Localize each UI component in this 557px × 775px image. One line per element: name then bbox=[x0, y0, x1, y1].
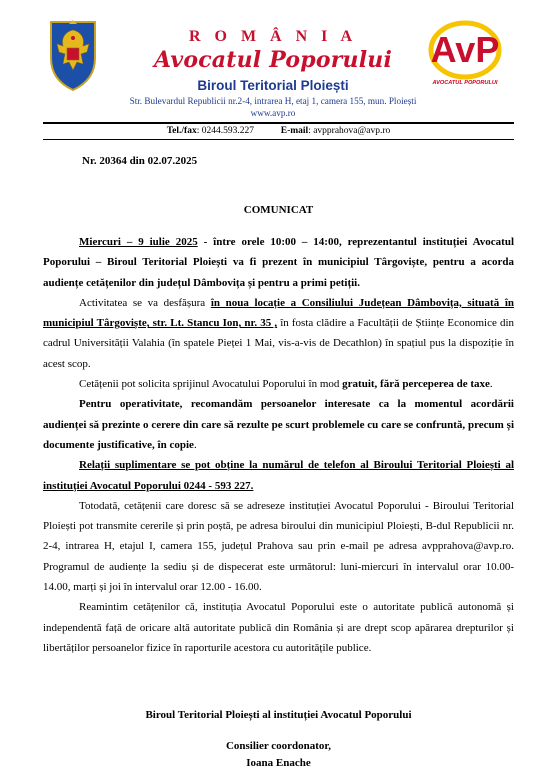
paragraph-4-end: . bbox=[193, 438, 197, 451]
avp-logo bbox=[428, 20, 502, 92]
website-link[interactable]: www.avp.ro bbox=[250, 108, 296, 118]
paragraph-3-start: Cetățenii pot solicita sprijinul Avocatului Poporului în mod bbox=[79, 378, 343, 391]
office-address: Str. Bulevardul Republicii nr.2-4, intrarea H, etaj 1, camera 155, mun. Ploiești bbox=[129, 96, 417, 106]
paragraph-2 bbox=[43, 293, 514, 374]
email-label: E-mail bbox=[280, 126, 309, 136]
free-of-charge: gratuit, fără perceperea de taxe bbox=[342, 378, 490, 391]
paragraph-3 bbox=[43, 374, 514, 394]
document-title: COMUNICAT bbox=[243, 204, 314, 216]
tel-label: Tel./fax bbox=[166, 126, 197, 136]
paragraph-1-text: - între orele 10:00 – 14:00, reprezentantul instituției Avocatul Poporului – Biroul Teritorial Ploiești va fi prezent în municipiul Târgoviște, pentru a acorda audiențe cetățenilor din județul Dâmbovița și pentru a primi petiții. bbox=[43, 236, 514, 289]
paragraph-5 bbox=[43, 455, 514, 496]
header-rule-top bbox=[43, 122, 514, 124]
email-value[interactable]: : avpprahova@avp.ro bbox=[308, 126, 391, 136]
reference-number: Nr. 20364 din 02.07.2025 bbox=[82, 155, 198, 167]
paragraph-7: Reamintim cetățenilor că, instituția Avocatul Poporului este o autoritate publică autonomă și independentă față de oricare altă autoritate publică din România și are drept scop apărarea drepturilor și libertăților persoanelor fizice în raporturile acestora cu autoritățile publice. bbox=[43, 601, 514, 654]
institution-name: Avocatul Poporului bbox=[153, 47, 393, 73]
avp-logo-icon bbox=[428, 20, 502, 80]
paragraph-4 bbox=[43, 394, 514, 455]
signature-role: Consilier coordonator, bbox=[225, 740, 332, 752]
visit-date: Miercuri – 9 iulie 2025 bbox=[79, 236, 198, 248]
document-body bbox=[43, 232, 514, 658]
phone-info: Relații suplimentare se pot obține la numărul de telefon al Biroului Teritorial Ploiești al instituției Avocatul Poporului 0244 - 593 227. bbox=[43, 459, 514, 492]
logo-caption: AVOCATUL POPORULUI bbox=[432, 80, 498, 86]
paragraph-1 bbox=[43, 232, 514, 293]
new-location: în noua locație a Consiliului Județean Dâmbovița, situată în municipiul Târgoviște, str. Lt. Stancu Ion, nr. 35 , bbox=[43, 296, 514, 330]
paragraph-2-rest: în fosta clădire a Facultății de Științe Economice din cadrul Universității Valahia (în spatele Pieței 1 Mai, vis-a-vis de Decathlon) în spațiul pus la dispoziție în acest scop. bbox=[43, 317, 514, 370]
logo-letters: AvP bbox=[430, 29, 500, 70]
paragraph-4-text: Pentru operativitate, recomandăm persoanelor interesate ca la momentul acordării audienței să prezinte o cerere din care să rezulte pe scurt problemele cu care se confruntă, precum și documente justificative, în copie bbox=[43, 398, 514, 451]
coat-of-arms-icon bbox=[43, 18, 103, 92]
country-name: R O M Â N I A bbox=[188, 28, 358, 45]
paragraph-3-end: . bbox=[489, 378, 493, 391]
paragraph-6: Totodată, cetățenii care doresc să se adreseze instituției Avocatul Poporului - Biroului Teritorial Ploiești pot transmite cererile și prin poștă, pe adresa biroului din municipiul Ploiești, B-dul Republicii nr. 2-4, intrarea H, etajul I, camera 155, județul Prahova sau prin e-mail pe adresa avpprahova@avp.ro. Programul de audiențe la sediu și de dispecerat este următorul: luni-miercuri în intervalul orar 10.00-14.00, marți și joi în intervalul orar 12.00 - 16.00. bbox=[43, 499, 514, 594]
header-rule-bottom bbox=[43, 139, 514, 140]
tel-value: : 0244.593.227 bbox=[196, 126, 254, 136]
signature-name: Ioana Enache bbox=[246, 757, 311, 769]
office-name: Biroul Teritorial Ploiești bbox=[197, 78, 349, 93]
signature-office: Biroul Teritorial Ploiești al instituției Avocatul Poporului bbox=[145, 709, 412, 721]
paragraph-2-start: Activitatea se va desfășura bbox=[79, 296, 211, 309]
contact-line bbox=[43, 126, 514, 136]
